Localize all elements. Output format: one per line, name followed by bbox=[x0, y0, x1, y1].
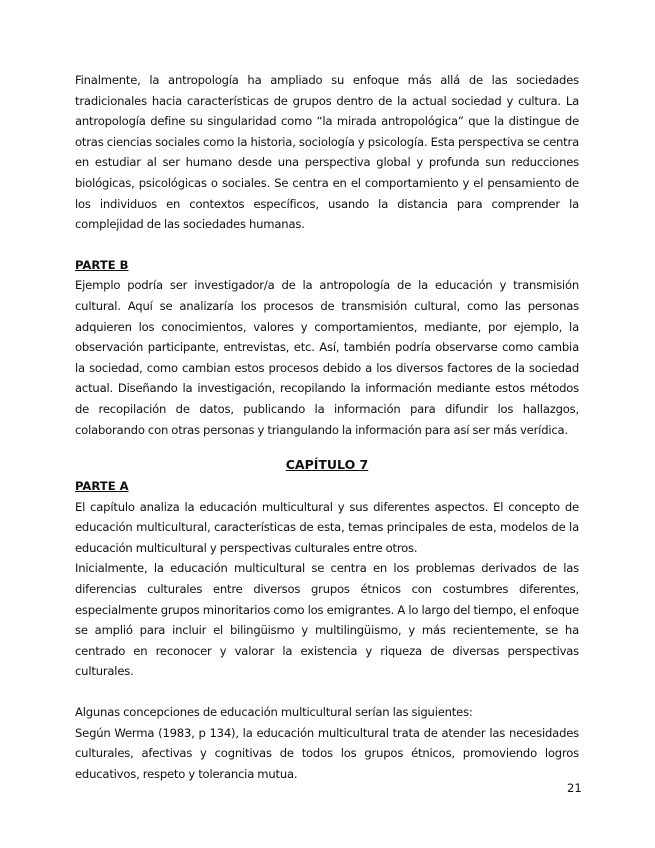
parte-b-heading: PARTE B bbox=[75, 257, 129, 272]
spacer bbox=[75, 440, 579, 454]
parte-a-paragraph-1: El capítulo analiza la educación multicultural y sus diferentes aspectos. El concepto de educación multicultural, características de esta, temas principales de esta, modelos de la educación multicultural y perspectivas culturales entre otros. bbox=[75, 499, 579, 555]
spacer bbox=[75, 235, 579, 255]
chapter-title: CAPÍTULO 7 bbox=[285, 457, 369, 473]
parte-b-paragraph: Ejemplo podría ser investigador/a de la antropología de la educación y transmisión cultural. Aquí se analizaría los procesos de transmisión cultural, como las personas adquieren los conocimientos, valores y comportamientos, mediante, por ejemplo, la observación participante, entrevistas, etc. Así, también podría observarse como cambia la sociedad, como cambian estos procesos debido a los diversos factores de la sociedad actual. Diseñando la investigación, recopilando la información mediante estos métodos de recopilación de datos, publicando la información para difundir los hallazgos, colaborando con otras personas y triangulando la información para así ser más verídica. bbox=[75, 278, 579, 437]
parte-a-paragraph-2: Inicialmente, la educación multicultural se centra en los problemas derivados de las diferencias culturales entre diversos grupos étnicos con costumbres diferentes, especialmente grupos minoritarios como los emigrantes. A lo largo del tiempo, el enfoque se amplió para incluir el bilingüismo y multilingüismo, y más recientemente, se ha centrado en reconocer y valorar la existencia y riqueza de diversas perspectivas culturales. bbox=[75, 561, 579, 679]
concepciones-intro: Algunas concepciones de educación multicultural serían las siguientes: bbox=[75, 705, 473, 720]
page-content bbox=[75, 70, 579, 784]
werma-paragraph: Según Werma (1983, p 134), la educación multicultural trata de atender las necesidades culturales, afectivas y cognitivas de todos los grupos étnicos, promoviendo logros educativos, respeto y tolerancia mutua. bbox=[75, 725, 579, 781]
page-number: 21 bbox=[567, 781, 582, 795]
spacer bbox=[75, 682, 579, 702]
intro-paragraph: Finalmente, la antropología ha ampliado su enfoque más allá de las sociedades tradicionales hacia características de grupos dentro de la actual sociedad y cultura. La antropología define su singularidad como “la mirada antropológica” que la distingue de otras ciencias sociales como la historia, sociología y psicología. Esta perspectiva se centra en estudiar al ser humano desde una perspectiva global y profunda sun reducciones biológicas, psicológicas o sociales. Se centra en el comportamiento y el pensamiento de los individuos en contextos específicos, usando la distancia para comprender la complejidad de las sociedades humanas. bbox=[75, 73, 579, 232]
parte-a-heading: PARTE A bbox=[75, 479, 129, 494]
